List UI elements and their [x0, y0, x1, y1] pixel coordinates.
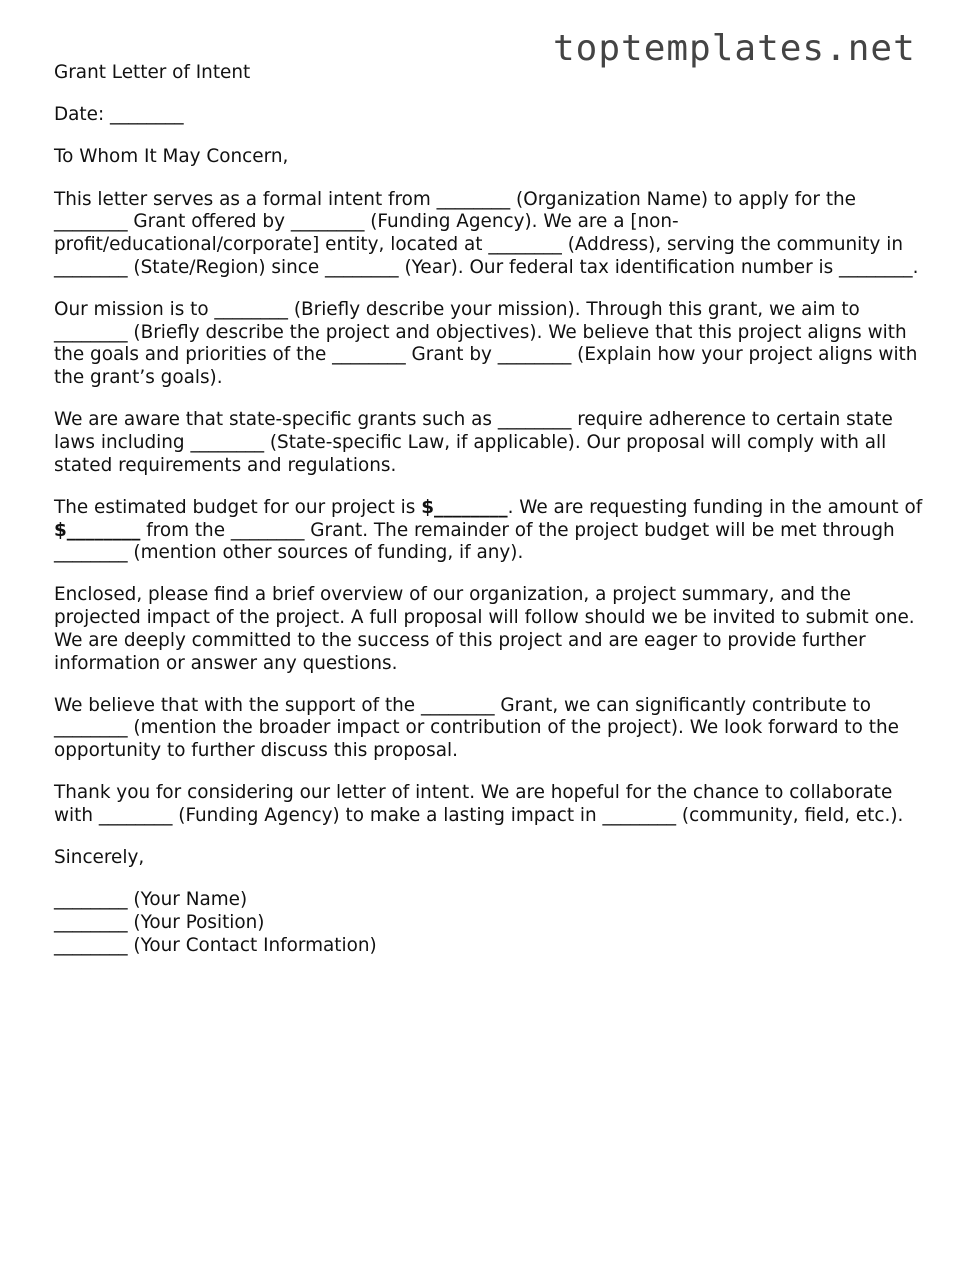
salutation: To Whom It May Concern,: [54, 146, 289, 168]
paragraph-impact: We believe that with the support of the ________ Grant, we can significantly contribute to ________ (mention the broader impact or contribution of the project). We look forward to the opportunity to further discuss this proposal.: [54, 694, 899, 762]
signature-contact: ________ (Your Contact Information): [54, 934, 377, 956]
letter-title: Grant Letter of Intent: [54, 62, 251, 83]
paragraph-intent: This letter serves as a formal intent from ________ (Organization Name) to apply for the ________ Grant offered by ________ (Funding Agency). We are a [non-profit/educational/corporate] entity, located at ________ (Address), serving the community in ________ (State/Region) since ________ (Year). Our federal tax identification number is ________.: [54, 188, 919, 278]
watermark: toptemplates.net: [553, 28, 916, 69]
signature-position: ________ (Your Position): [54, 912, 265, 934]
budget-text-2: . We are requesting funding in the amount of: [507, 496, 923, 518]
date-line: Date: ________: [54, 104, 184, 126]
signature-block: [54, 889, 924, 957]
budget-amount-total: $________: [421, 496, 508, 518]
budget-text-3: from the ________ Grant. The remainder of the project budget will be met through ________ (mention other sources of funding, if any).: [54, 519, 895, 564]
budget-amount-requested: $________: [54, 519, 141, 541]
budget-text-1: The estimated budget for our project is: [54, 496, 422, 518]
paragraph-mission: Our mission is to ________ (Briefly describe your mission). Through this grant, we aim to ________ (Briefly describe the project and objectives). We believe that this project aligns with the goals and priorities of the ________ Grant by ________ (Explain how your project aligns with the grant’s goals).: [54, 298, 918, 389]
letter-body: [54, 62, 924, 958]
paragraph-thanks: Thank you for considering our letter of intent. We are hopeful for the chance to collaborate with ________ (Funding Agency) to make a lasting impact in ________ (community, field, etc.).: [54, 782, 904, 827]
signature-name: ________ (Your Name): [54, 889, 248, 911]
closing: Sincerely,: [54, 847, 145, 869]
paragraph-enclosures: Enclosed, please find a brief overview of our organization, a project summary, and the projected impact of the project. A full proposal will follow should we be invited to submit one. We are deeply committed to the success of this project and are eager to provide further information or answer any questions.: [54, 584, 915, 674]
paragraph-budget: [54, 497, 924, 565]
paragraph-state-laws: We are aware that state-specific grants such as ________ require adherence to certain state laws including ________ (State-specific Law, if applicable). Our proposal will comply with all stated requirements and regulations.: [54, 409, 893, 476]
